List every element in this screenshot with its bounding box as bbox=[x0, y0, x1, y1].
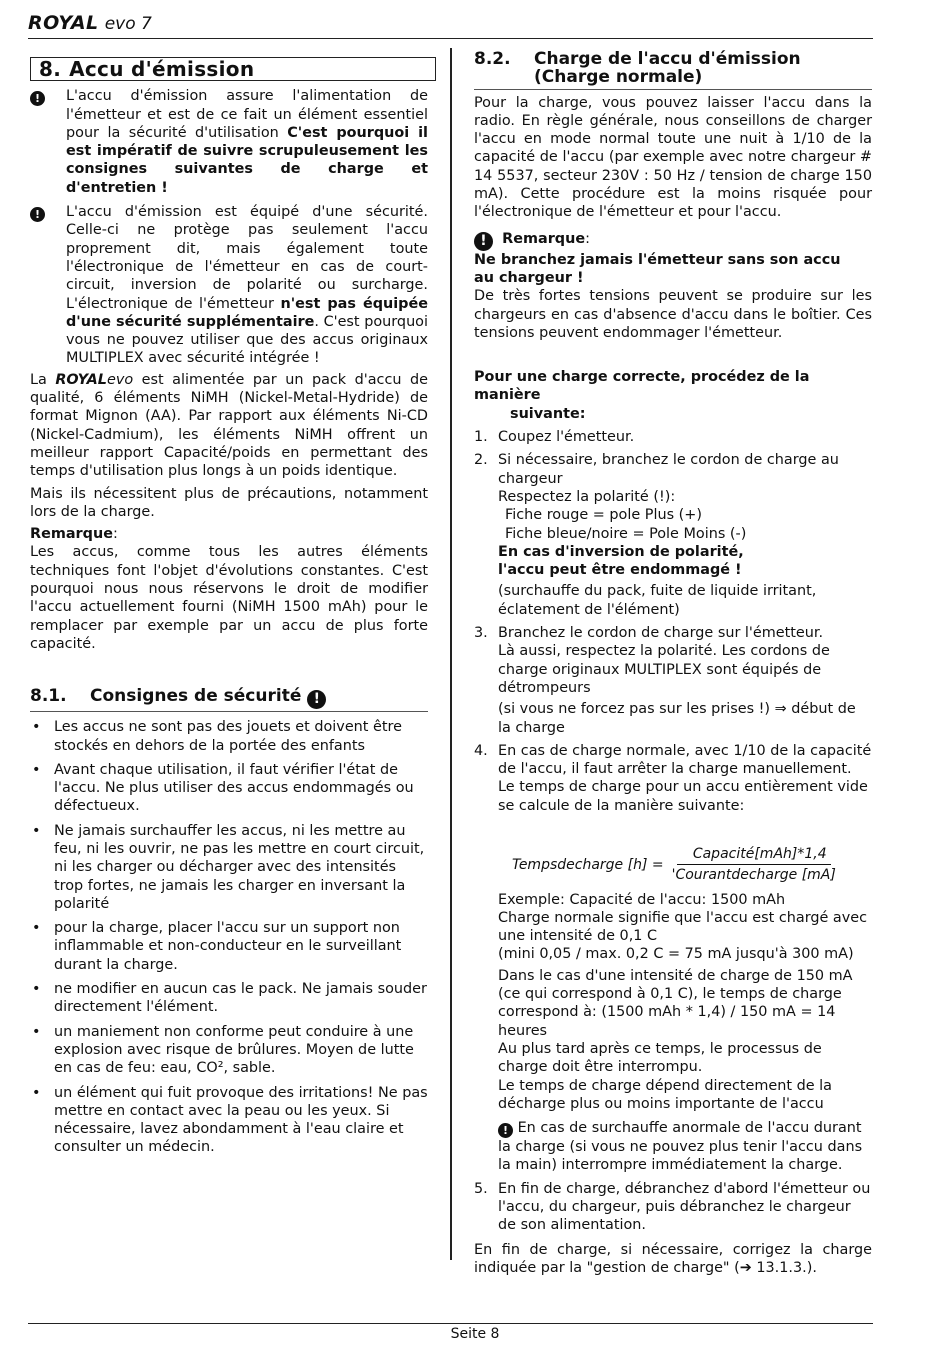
warning-block-2: ! L'accu d'émission est équipé d'une sécurité. Celle-ci ne protège pas seulement l'accu proprement dit, mais également toute l'électronique de l'émetteur en cas de court-circuit, inversion de polarité ou surcharge. L'électronique de l'émetteur n'est pas équipée d'une sécurité supplémentaire. C'est pourquoi vous ne pouvez utiliser que des accus originaux MULTIPLEX avec sécurité intégrée ! bbox=[30, 203, 428, 368]
list-item: • ne modifier en aucun cas le pack. Ne jamais souder directement l'élément. bbox=[30, 980, 428, 1017]
warning-icon: ! bbox=[498, 1123, 513, 1138]
warning-icon: ! bbox=[307, 690, 326, 709]
footer-rule bbox=[28, 1323, 873, 1324]
warning-block-1: ! L'accu d'émission assure l'alimentation de l'émetteur et est de ce fait un élément essentiel pour la sécurité d'utilisation C'est pourquoi il est impératif de suivre scrupuleusement les consignes suivantes de charge et d'entretien ! bbox=[30, 87, 428, 197]
procedure-intro: Pour une charge correcte, procédez de la manière suivante: bbox=[474, 369, 810, 422]
charge-time-formula: Tempsdecharge [h] = $\frac{\text{Capacité[mAh]*1,4}}{\text{'Courantdecharge [mA]}}$ bbox=[512, 845, 836, 884]
list-item: 3. Branchez le cordon de charge sur l'émetteur. Là aussi, respectez la polarité. Les cordons de charge originaux MULTIPLEX sont équipés de détrompeurs (si vous ne forcez pas sur les prises !) ⇒ début de la charge bbox=[474, 625, 856, 736]
paragraph-charge: Pour la charge, vous pouvez laisser l'accu dans la radio. En règle générale, nous conseillons de charger l'accu en mode normal toute une nuit à 1/10 de la capacité de l'accu (par exemple avec notre chargeur # 14 5537, secteur 230V : 50 Hz / tension de charge 150 mA). Cette procédure est la moins risquée pour l'électronique de l'émetteur et pour l'accu. bbox=[474, 94, 872, 221]
right-column bbox=[474, 50, 872, 1277]
list-item: 1. Coupez l'émetteur. bbox=[474, 429, 635, 446]
model-name: evo 7 bbox=[104, 14, 152, 34]
paragraph-closing: En fin de charge, si nécessaire, corrigez la charge indiquée par la "gestion de charge" (➔ 13.1.3.). bbox=[474, 1241, 872, 1276]
warning-icon: ! bbox=[474, 232, 493, 251]
list-item: • un maniement non conforme peut conduire à une explosion avec risque de brûlures. Moyen de lutte en cas de feu: eau, CO², sable. bbox=[30, 1023, 428, 1078]
paragraph-voltage: De très fortes tensions peuvent se produire sur les chargeurs en cas d'absence d'accu dans le boîtier. Ces tensions peuvent endommager l'émetteur. bbox=[474, 288, 872, 341]
paragraph-intro: La ROYALevo est alimentée par un pack d'accu de qualité, 6 éléments NiMH (Nickel-Metal-Hydride) de format Mignon (AA). Par rapport aux éléments Ni-CD (Nickel-Cadmium), les éléments NiMH offrent un meilleur rapport Capacité/poids en permettant des temps d'utilisation plus longs à un poids identique. bbox=[30, 371, 428, 480]
procedure-steps bbox=[474, 428, 872, 1235]
paragraph-precautions: Mais ils nécessitent plus de précautions, notamment lors de la charge. bbox=[30, 485, 428, 520]
list-item: • pour la charge, placer l'accu sur un support non inflammable et non-conducteur en le surveillant durant la charge. bbox=[30, 919, 428, 974]
warning-icon: ! bbox=[30, 91, 45, 106]
page-header bbox=[28, 12, 152, 34]
section-8-2-heading: 8.2. Charge de l'accu d'émission (Charge normale) bbox=[474, 50, 872, 90]
section-number: 8. bbox=[39, 57, 62, 81]
remark-warning: Ne branchez jamais l'émetteur sans son accu au chargeur ! bbox=[474, 251, 841, 286]
list-item: • un élément qui fuit provoque des irritations! Ne pas mettre en contact avec la peau ou les yeux. Si nécessaire, lavez abondamment à l'eau claire et consulter un médecin. bbox=[30, 1084, 428, 1157]
list-item: • Ne jamais surchauffer les accus, ni les mettre au feu, ni les ouvrir, ne pas les mettre en court circuit, ni les charger ou décharger avec des intensités trop fortes, ne jamais les charger en inversant la polarité bbox=[30, 822, 428, 913]
list-item: 2. Si nécessaire, branchez le cordon de charge au chargeur Respectez la polarité (!): Fiche rouge = pole Plus (+) Fiche bleue/noire = Pole Moins (-) En cas d'inversion de polarité, l'accu peut être endommagé ! (surchauffe du pack, fuite de liquide irritant, éclatement de l'élément) bbox=[474, 452, 839, 618]
safety-list bbox=[30, 718, 428, 1157]
column-divider bbox=[450, 48, 452, 1260]
section-title: Accu d'émission bbox=[69, 57, 255, 81]
list-item: • Les accus ne sont pas des jouets et doivent être stockés en dehors de la portée des enfants bbox=[30, 718, 428, 755]
left-column bbox=[30, 57, 428, 1163]
list-item: • Avant chaque utilisation, il faut vérifier l'état de l'accu. Ne plus utiliser des accus endommagés ou défectueux. bbox=[30, 761, 428, 816]
warning-icon: ! bbox=[30, 207, 45, 222]
remark-heading: ! Remarque: bbox=[474, 230, 872, 251]
section-8-1-heading: 8.1. Consignes de sécurité ! bbox=[30, 687, 428, 712]
page-number: Seite 8 bbox=[450, 1326, 500, 1342]
list-item: 5. En fin de charge, débranchez d'abord l'émetteur ou l'accu, du chargeur, puis débranchez le chargeur de son alimentation. bbox=[474, 1180, 871, 1234]
brand-name: ROYAL bbox=[28, 12, 99, 34]
remark-label: Remarque: bbox=[30, 526, 118, 543]
list-item: 4. En cas de charge normale, avec 1/10 de la capacité de l'accu, il faut arrêter la charge manuellement. Le temps de charge pour un accu entièrement vide se calcule de la manière suivante: Tempsdecharge [h] = $\frac{\text{Capacité[mAh]*1,4}}{\text{'Courantdecharge [mA]}}$ Exemple: Capacité de l'accu: 1500 mAh Charge normale signifie que l'accu est chargé avec une intensité de 0,1 C (mini 0,05 / max. 0,2 C = 75 mA jusqu'à 300 mA) Dans le cas d'une intensité de charge de 150 mA (ce qui correspond à 0,1 C), le temps de charge correspond à: (1500 mAh * 1,4) / 150 mA = 14 heures Au plus tard après ce temps, le processus de charge doit être interrompu. Le temps de charge dépend directement de la décharge plus ou moins importante de l'accu ! En cas de surchauffe anormale de l'accu durant la charge (si vous ne pouvez plus tenir l'accu dans la main) interrompre immédiatement la charge. bbox=[474, 742, 872, 1174]
paragraph-remark: Les accus, comme tous les autres éléments techniques font l'objet d'évolutions constantes. C'est pourquoi nous nous réservons le droit de modifier l'accu actuellement fourni (NiMH 1500 mAh) pour le remplacer par exemple par un accu de plus forte capacité. bbox=[30, 544, 428, 652]
header-rule bbox=[28, 38, 873, 39]
section-8-heading bbox=[30, 57, 436, 81]
